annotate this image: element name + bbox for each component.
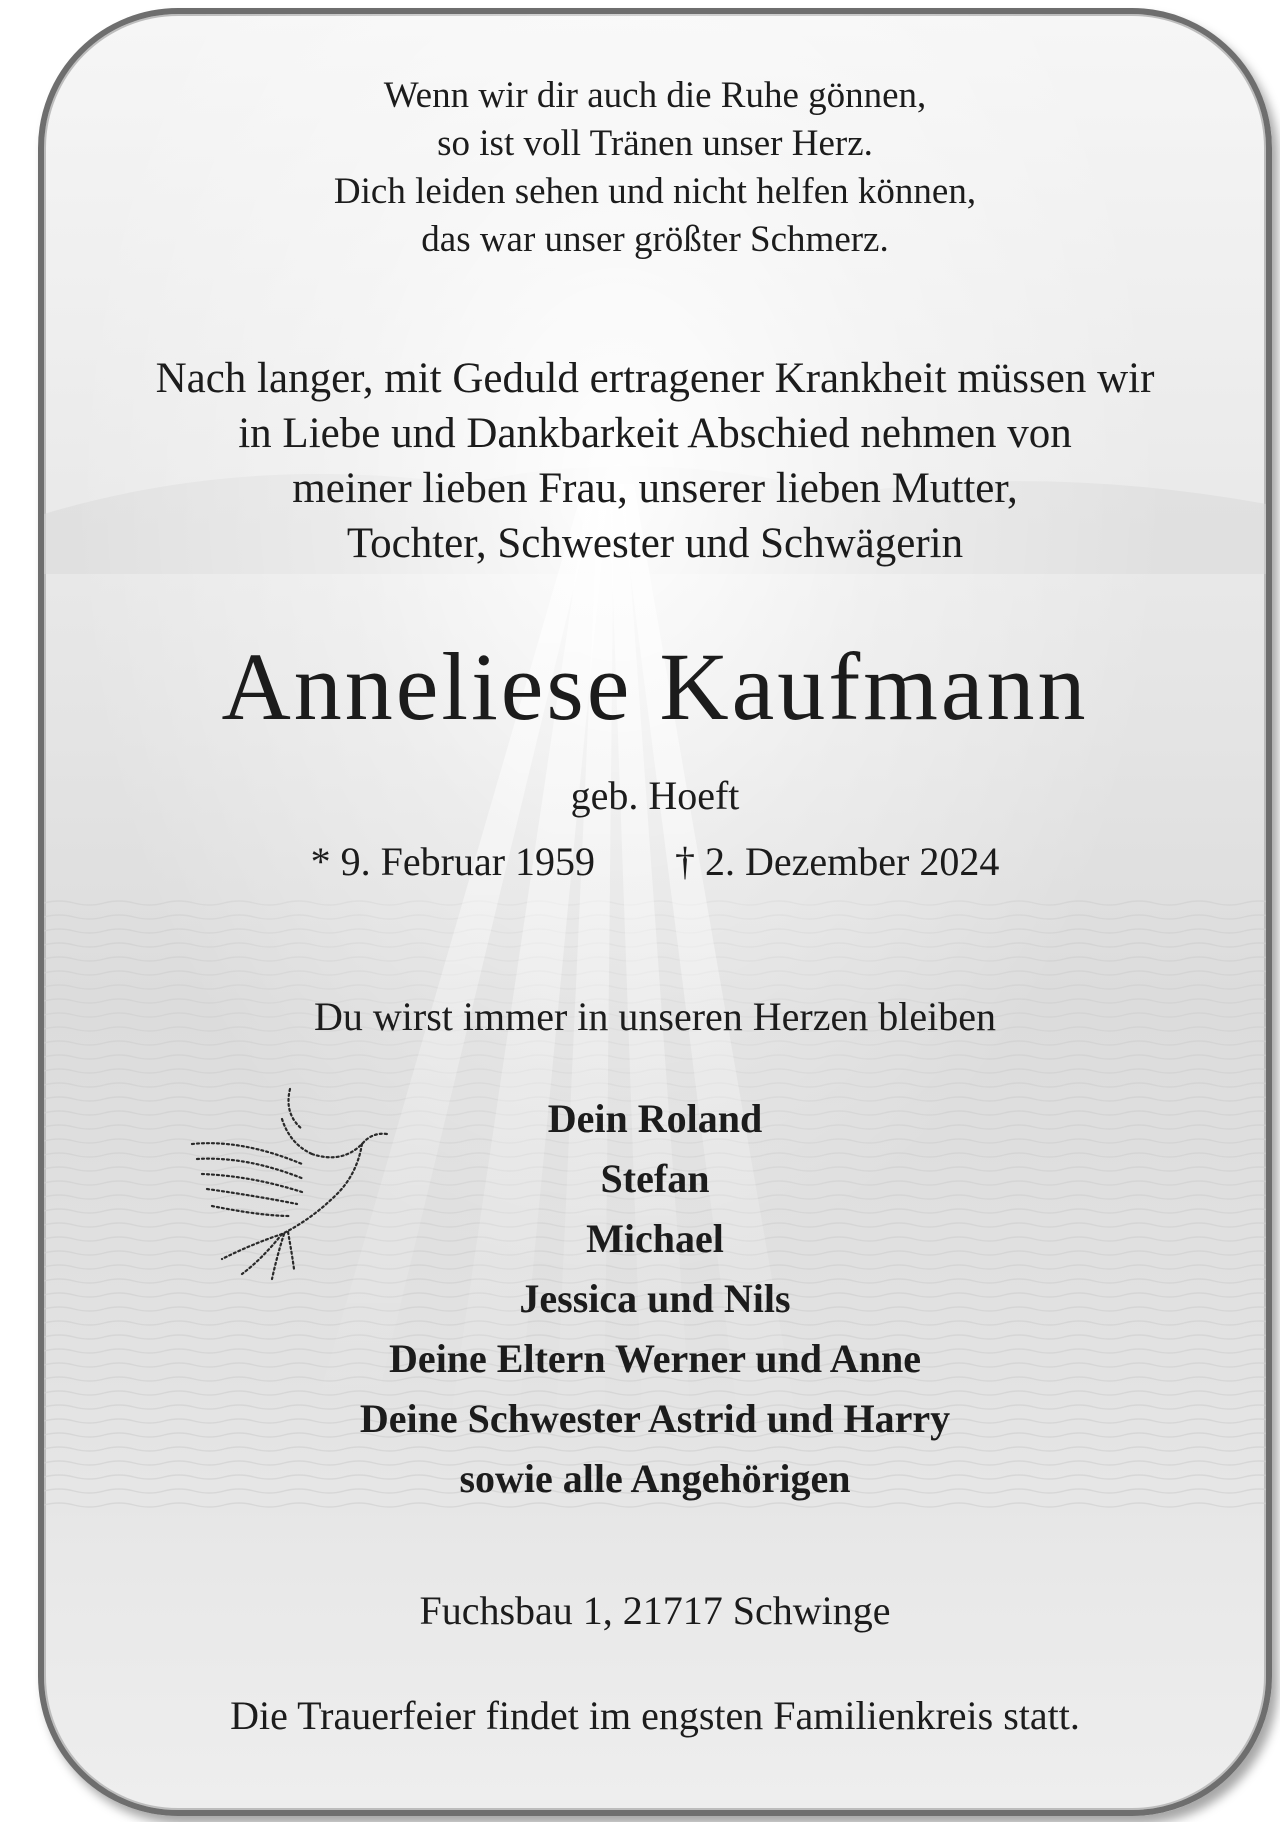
intro-line: Nach langer, mit Geduld ertragener Krankheit müssen wir [155, 355, 1155, 402]
intro-line: meiner lieben Frau, unserer lieben Mutter, [292, 465, 1018, 512]
poem-line: das war unser größter Schmerz. [421, 219, 889, 260]
poem-line: Dich leiden sehen und nicht helfen können, [333, 171, 977, 212]
birth-name: geb. Hoeft [570, 773, 740, 818]
mourner: Stefan [600, 1156, 710, 1201]
mourner: sowie alle Angehörigen [459, 1456, 851, 1501]
poem [44, 72, 1266, 264]
deceased-name: Anneliese Kaufmann [221, 633, 1089, 740]
life-dates [44, 837, 1266, 887]
obituary-card [38, 8, 1272, 1816]
mourner: Deine Eltern Werner und Anne [389, 1336, 921, 1381]
death-date: † 2. Dezember 2024 [675, 839, 1000, 884]
intro-line: Tochter, Schwester und Schwägerin [346, 520, 964, 567]
birth-date: * 9. Februar 1959 [310, 839, 596, 884]
motto: Du wirst immer in unseren Herzen bleiben [313, 994, 996, 1039]
poem-line: Wenn wir dir auch die Ruhe gönnen, [383, 75, 927, 116]
poem-line: so ist voll Tränen unser Herz. [437, 123, 873, 164]
address: Fuchsbau 1, 21717 Schwinge [419, 1588, 891, 1633]
mourners-list [44, 1089, 1266, 1509]
mourner: Michael [586, 1216, 724, 1261]
funeral-notice: Die Trauerfeier findet im engsten Familienkreis statt. [230, 1693, 1080, 1738]
mourner: Dein Roland [547, 1096, 763, 1141]
mourner: Jessica und Nils [519, 1276, 791, 1321]
mourner: Deine Schwester Astrid und Harry [359, 1396, 951, 1441]
obituary-text [44, 14, 1266, 1810]
intro-line: in Liebe und Dankbarkeit Abschied nehmen von [238, 410, 1072, 457]
intro-text [44, 351, 1266, 571]
